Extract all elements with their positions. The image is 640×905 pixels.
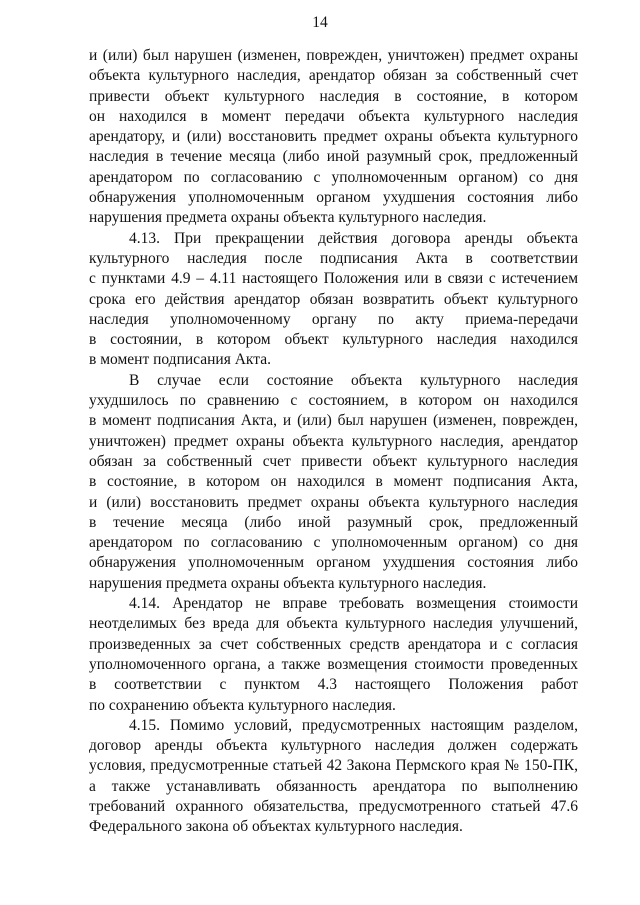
text-line: Федерального закона об объектах культурного наследия. [89, 818, 463, 836]
text-line: в момент подписания Акта. [89, 351, 271, 369]
text-line: наследия в течение месяца (либо иной разумный срок, предложенный [89, 148, 578, 166]
paragraph [89, 716, 578, 838]
text-line: нарушения предмета охраны объекта культурного наследия. [89, 574, 487, 592]
text-line: а также устанавливать обязанность арендатора по выполнению [89, 777, 578, 795]
paragraph [89, 229, 578, 371]
text-line: В случае если состояние объекта культурного наследия [129, 371, 578, 389]
text-line: уничтожен) предмет охраны объекта культурного наследия, арендатор [89, 432, 578, 450]
text-line: произведенных за счет собственных средств арендатора и с согласия [89, 635, 578, 653]
text-line: наследия уполномоченному органу по акту приема-передачи [89, 310, 578, 328]
text-line: и (или) восстановить предмет охраны объекта культурного наследия [89, 493, 578, 511]
text-line: уполномоченного органа, а также возмещения стоимости проведенных [89, 655, 578, 673]
text-line: в соответствии с пунктом 4.3 настоящего Положения работ [89, 676, 578, 694]
paragraph [89, 46, 578, 229]
text-line: требований охранного обязательства, предусмотренного статьей 47.6 [89, 797, 578, 815]
text-line: он находился в момент передачи объекта культурного наследия [89, 107, 578, 125]
text-line: привести объект культурного наследия в состояние, в котором [89, 87, 578, 105]
text-line: арендатором по согласованию с уполномоченным органом) со дня [89, 168, 578, 186]
text-line: обязан за собственный счет привести объект культурного наследия [89, 452, 578, 470]
text-line: арендатору, и (или) восстановить предмет охраны объекта культурного [89, 128, 578, 146]
text-line: ухудшилось по сравнению с состоянием, в котором он находился [89, 392, 578, 410]
text-line: срока его действия арендатор обязан возвратить объект культурного [89, 290, 578, 308]
text-line: с пунктами 4.9 – 4.11 настоящего Положения или в связи с истечением [89, 270, 578, 288]
text-line: нарушения предмета охраны объекта культурного наследия. [89, 209, 487, 227]
text-line: 4.15. Помимо условий, предусмотренных настоящим разделом, [129, 716, 578, 734]
text-line: 4.13. При прекращении действия договора аренды объекта [129, 229, 578, 247]
text-line: по сохранению объекта культурного наследия. [89, 696, 396, 714]
text-line: обнаружения уполномоченным органом ухудшения состояния либо [89, 189, 578, 207]
paragraph [89, 594, 578, 716]
text-line: в состояние, в котором он находился в момент подписания Акта, [89, 473, 578, 491]
text-line: арендатором по согласованию с уполномоченным органом) со дня [89, 534, 578, 552]
text-line: неотделимых без вреда для объекта культурного наследия улучшений, [89, 615, 578, 633]
page-number: 14 [312, 14, 328, 31]
body-text [89, 46, 578, 838]
text-line: и (или) был нарушен (изменен, поврежден, уничтожен) предмет охраны [89, 47, 578, 64]
text-line: в течение месяца (либо иной разумный срок, предложенный [89, 513, 578, 531]
text-line: обнаружения уполномоченным органом ухудшения состояния либо [89, 554, 578, 572]
text-line: 4.14. Арендатор не вправе требовать возмещения стоимости [129, 595, 578, 613]
text-line: объекта культурного наследия, арендатор обязан за собственный счет [89, 67, 578, 85]
text-line: культурного наследия после подписания Акта в соответствии [89, 249, 578, 267]
paragraph [89, 371, 578, 594]
text-line: договор аренды объекта культурного наследия должен содержать [89, 737, 578, 755]
text-line: в момент подписания Акта, и (или) был нарушен (изменен, поврежден, [89, 412, 578, 430]
text-line: в состоянии, в котором объект культурного наследия находился [89, 331, 578, 349]
text-line: условия, предусмотренные статьей 42 Закона Пермского края № 150-ПК, [89, 757, 578, 775]
